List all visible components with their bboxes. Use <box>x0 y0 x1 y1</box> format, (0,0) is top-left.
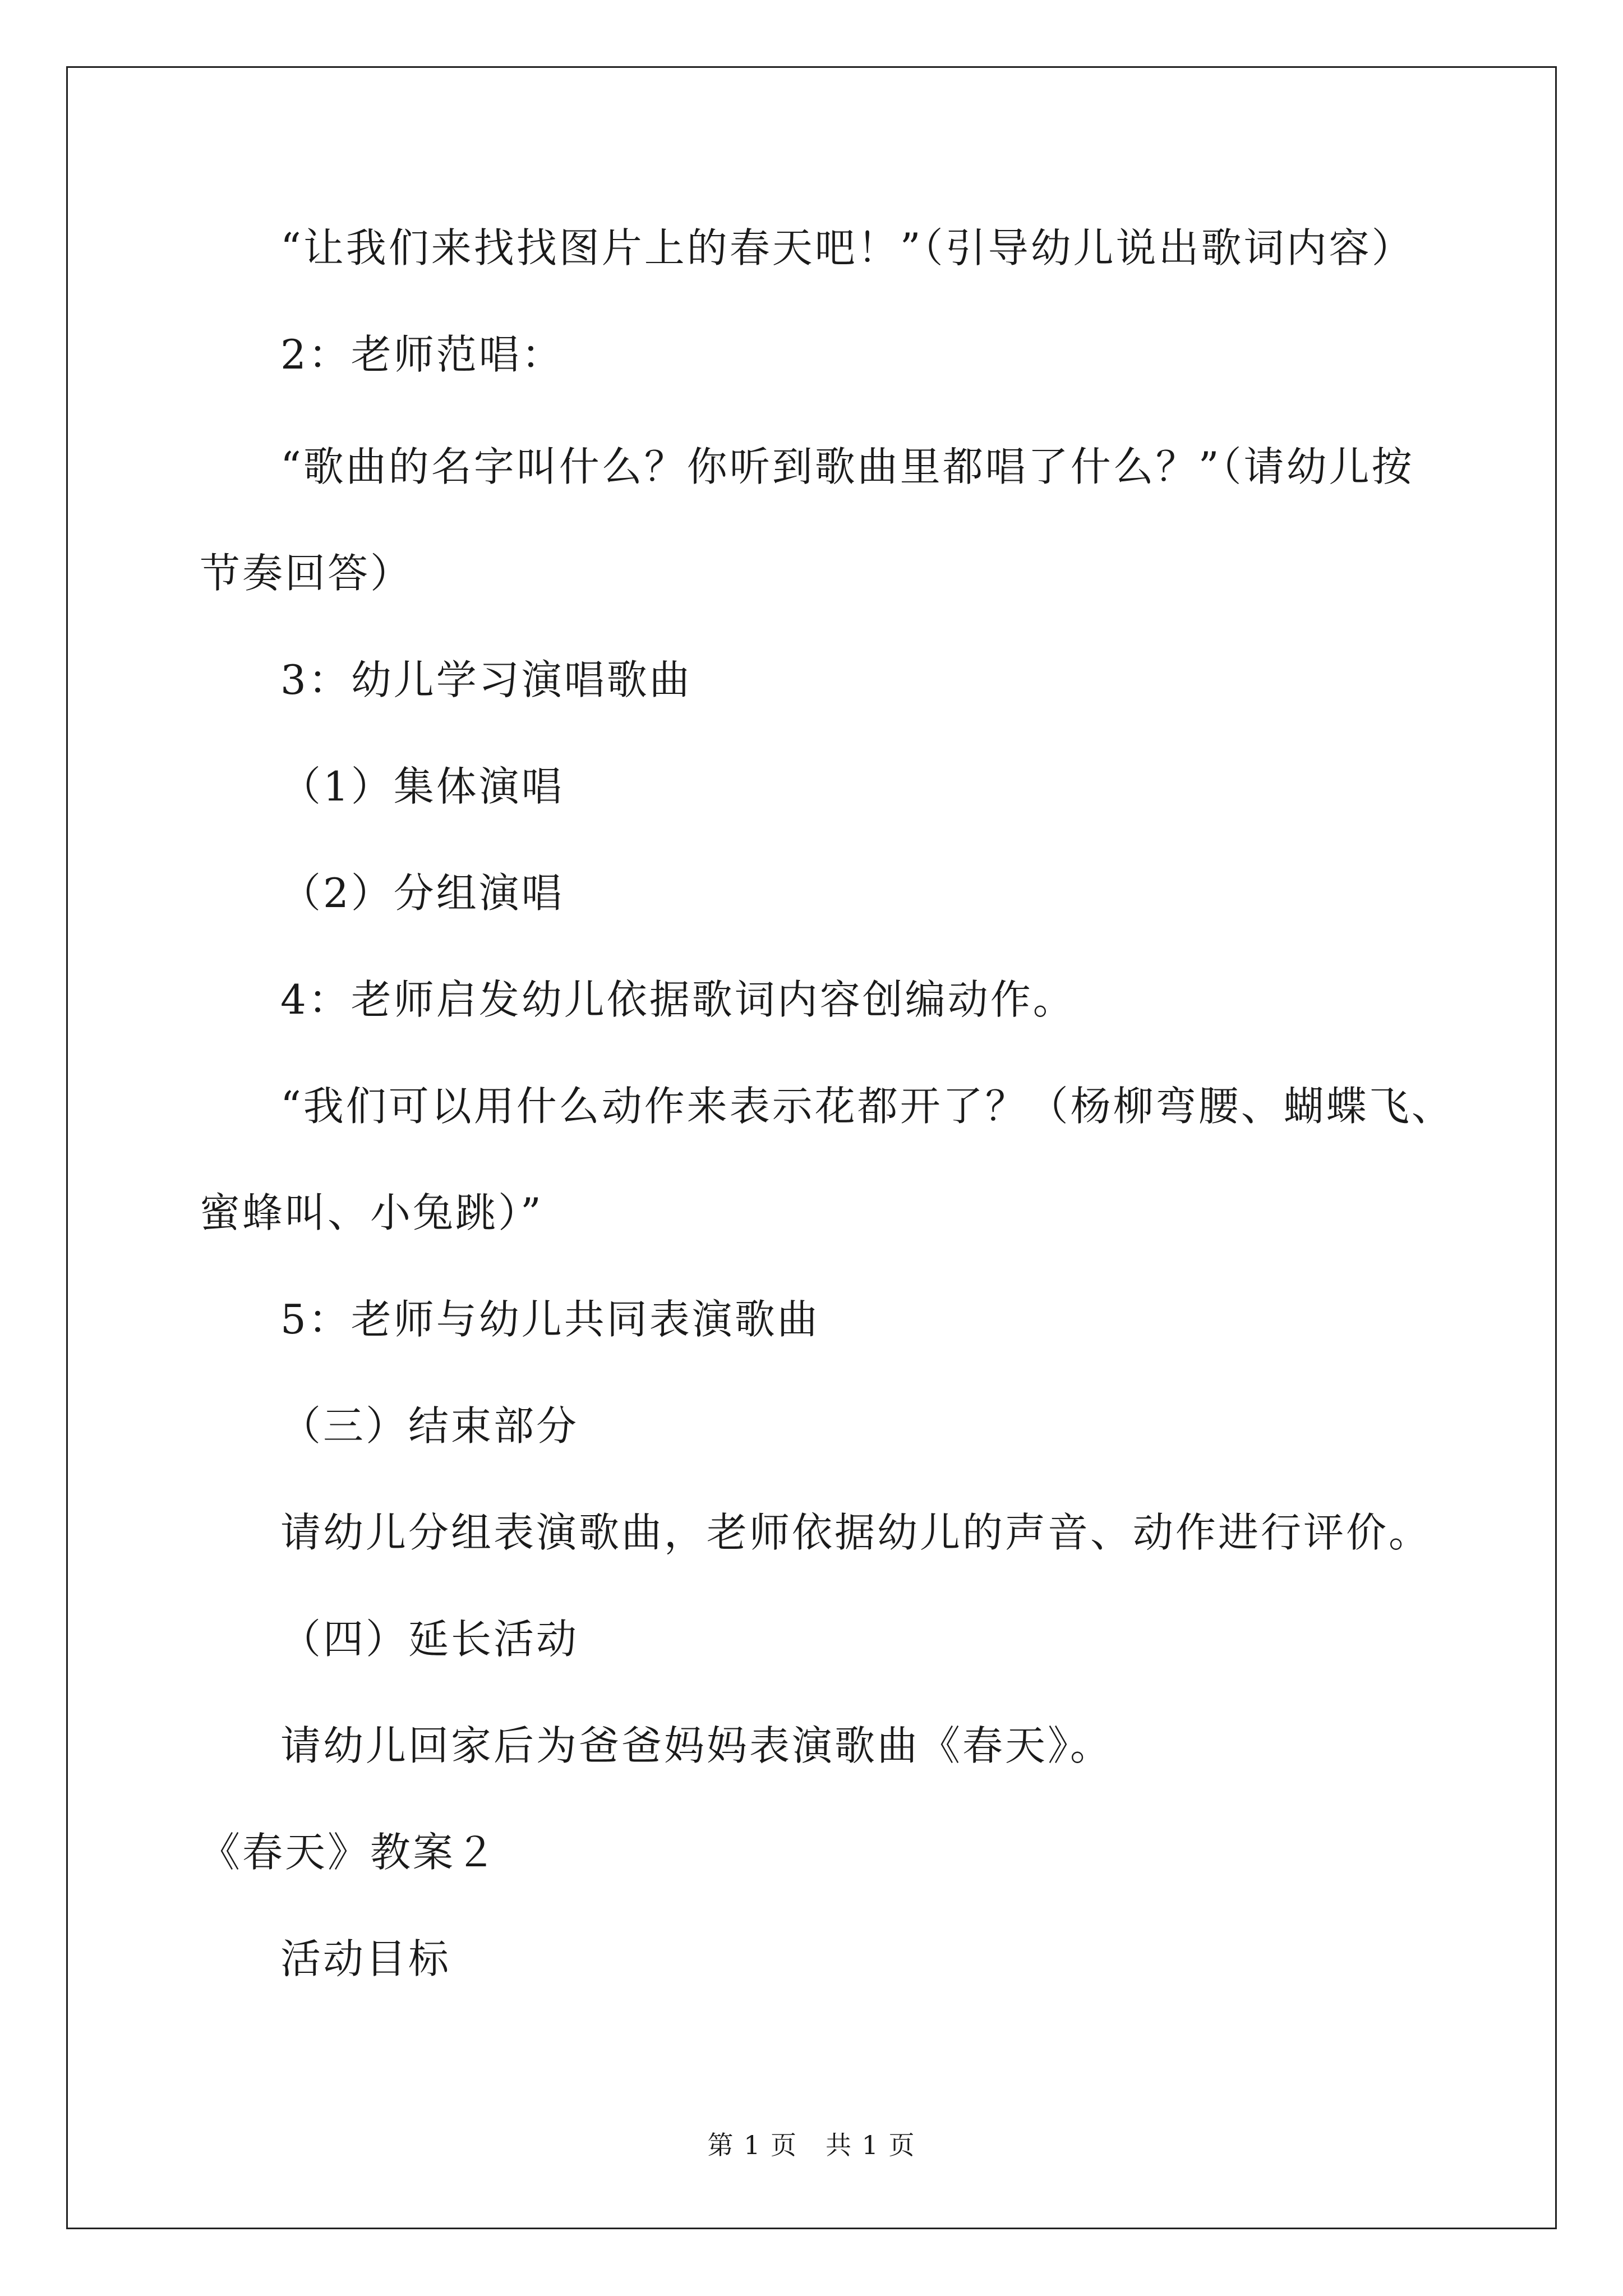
page-border <box>66 66 1557 2229</box>
text-line: 请幼儿回家后为爸爸妈妈表演歌曲《春天》。 <box>280 1722 1113 1769</box>
text-line: （四）延长活动 <box>280 1616 579 1663</box>
text-line: 活动目标 <box>280 1935 451 1982</box>
page-number: 第 1 页 <box>707 2130 797 2160</box>
page-total: 共 1 页 <box>826 2130 916 2160</box>
text-line: “让我们来找找图片上的春天吧！”（引导幼儿说出歌词内容） <box>280 224 1414 272</box>
text-line: “歌曲的名字叫什么？你听到歌曲里都唱了什么？”（请幼儿按 <box>280 443 1414 490</box>
text-line: “我们可以用什么动作来表示花都开了？（杨柳弯腰、蝴蝶飞、 <box>280 1083 1454 1130</box>
section-heading: 《春天》教案２ <box>200 1829 499 1876</box>
text-line: 2：老师范唱： <box>280 331 564 378</box>
text-line: 节奏回答） <box>200 550 413 597</box>
text-line: （三）结束部分 <box>280 1402 579 1450</box>
text-line: 3：幼儿学习演唱歌曲 <box>280 656 692 703</box>
text-line: 蜜蜂叫、小兔跳）” <box>200 1189 543 1236</box>
text-line: 4：老师启发幼儿依据歌词内容创编动作。 <box>280 976 1076 1023</box>
page-footer <box>0 2128 1623 2162</box>
text-line: （1）集体演唱 <box>280 763 564 810</box>
text-line: 5：老师与幼儿共同表演歌曲 <box>280 1296 820 1343</box>
text-line: 请幼儿分组表演歌曲，老师依据幼儿的声音、动作进行评价。 <box>280 1509 1432 1556</box>
text-line: （2）分组演唱 <box>280 869 564 917</box>
